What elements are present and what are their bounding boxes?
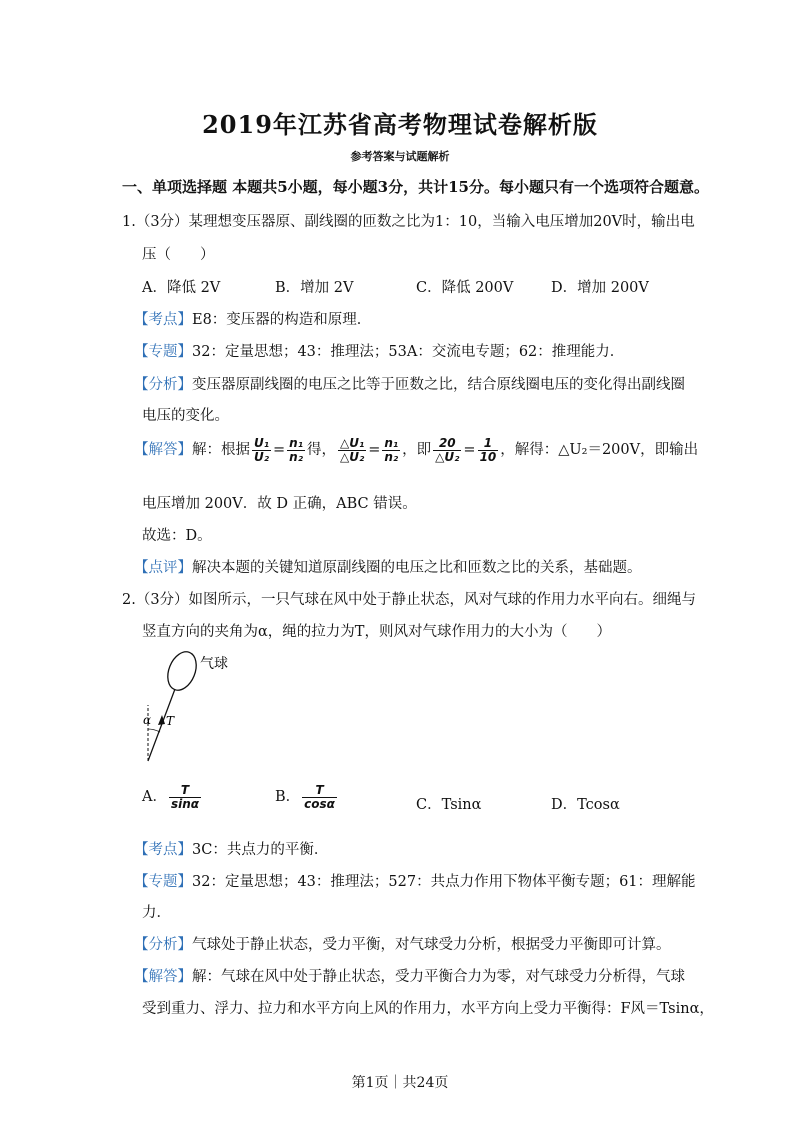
q1-frac-du-den: △U₂ [339, 449, 365, 464]
q1-option-b: B．增加 2V [275, 280, 354, 296]
q1-option-a: A．降低 2V [142, 280, 221, 296]
balloon-figure [138, 645, 248, 765]
balloon-label: 气球 [200, 656, 228, 672]
q1-jieda-line2: 电压增加 200V．故 D 正确，ABC 错误。 [142, 496, 417, 512]
q1-frac-n-num: n₁ [289, 436, 303, 450]
q1-jieda-post: ，解得：△U₂＝200V，即输出 [500, 442, 699, 459]
q2-kaodian [134, 838, 328, 859]
q1-zhuanti [134, 340, 624, 361]
q1-fenxi [134, 373, 685, 394]
q2-kaodian-text: 3C：共点力的平衡． [192, 842, 329, 858]
page-title: 2019年江苏省高考物理试卷解析版 [202, 110, 598, 139]
q2-jieda-text1: 解：气球在风中处于静止状态，受力平衡合力为零，对气球受力分析得，气球 [192, 969, 685, 985]
q2-option-b-prefix: B． [275, 789, 301, 806]
q1-jieda-de: 得， [306, 442, 336, 459]
q2-option-a-prefix: A． [142, 789, 167, 806]
q1-frac-110-den: 10 [479, 449, 497, 464]
q2-zhuanti-tag: 【专题】 [134, 874, 192, 890]
q2-zhuanti [134, 870, 696, 891]
q2-zhuanti-text2: 力． [142, 905, 171, 921]
q1-frac-20-num: 20 [433, 437, 461, 451]
q1-kaodian [134, 308, 371, 329]
q1-dianping-text: 解决本题的关键知道原副线圈的电压之比和匝数之比的关系，基础题。 [192, 560, 642, 576]
q2-fenxi-text: 气球处于静止状态，受力平衡，对气球受力分析，根据受力平衡即可计算。 [192, 937, 671, 953]
q1-frac-n2-num: n₁ [384, 436, 399, 450]
q1-jieda-ji: ，即 [402, 442, 432, 459]
q1-kaodian-text: E8：变压器的构造和原理． [192, 312, 372, 328]
q1-stem-line2: 压（ ） [142, 247, 215, 263]
q1-frac-110 [478, 437, 499, 463]
q2-kaodian-tag: 【考点】 [134, 842, 192, 858]
page-footer: 第1页｜共24页 [351, 1075, 449, 1091]
q1-fenxi-text1: 变压器原副线圈的电压之比等于匝数之比，结合原线圈电压的变化得出副线圈 [192, 377, 685, 393]
q1-frac-du-num: △U₁ [339, 436, 365, 450]
q1-frac-n2 [382, 437, 400, 463]
q2-stem-line2: 竖直方向的夹角为α，绳的拉力为T，则风对气球作用力的大小为（ ） [142, 624, 611, 640]
q1-dianping [134, 556, 642, 577]
q1-frac-u [252, 437, 271, 463]
q2-option-b-num: T [302, 784, 337, 798]
q1-option-c: C．降低 200V [416, 280, 514, 296]
q1-frac-20-den: △U₂ [435, 449, 460, 464]
q2-option-c: C．Tsinα [416, 797, 482, 813]
q1-answer: 故选：D。 [142, 528, 212, 544]
q1-fenxi-tag: 【分析】 [134, 377, 192, 393]
q2-option-b-den: cosα [304, 796, 335, 811]
q1-stem-line1: 1.（3分）某理想变压器原、副线圈的匝数之比为1：10，当输入电压增加20V时，输出电 [122, 214, 695, 230]
q2-option-a-frac [169, 784, 201, 810]
q2-option-a-num: T [169, 784, 201, 798]
q1-jieda: 【解答】解：根据 $\frac{\text{U₁}}{\text{U₂}}$ = $\frac{\text{n₁}}{\text{n₂}}$ 得， $\frac{\text{△U₁}}{\text{△U₂}}$ = $\frac{\text{n₁}}{\text{n₂}}$ ，即 $\frac{20}{\text{△U₂}}$ = $\frac{1}{10}$ ，解得：△U₂＝200V，即输出 [134, 436, 699, 464]
section-heading: 一、单项选择题 本题共5小题，每小题3分，共计15分。每小题只有一个选项符合题意。 [122, 178, 709, 196]
q1-frac-u-num: U₁ [254, 436, 269, 450]
q2-option-a-den: sinα [170, 796, 200, 811]
q1-frac-n2-den: n₂ [384, 449, 399, 464]
q2-option-a [142, 784, 203, 810]
q1-frac-110-num: 1 [478, 437, 499, 451]
alpha-label: α [143, 713, 152, 727]
q1-dianping-tag: 【点评】 [134, 560, 192, 576]
q1-frac-u-den: U₂ [254, 449, 269, 464]
q1-zhuanti-tag: 【专题】 [134, 344, 192, 360]
q2-jieda-text2: 受到重力、浮力、拉力和水平方向上风的作用力，水平方向上受力平衡得：F风＝Tsinα， [142, 1001, 714, 1017]
q1-frac-du [338, 437, 366, 463]
page-subtitle: 参考答案与试题解析 [350, 150, 450, 163]
angle-arc [148, 729, 160, 732]
q1-frac-n [287, 437, 305, 463]
q1-zhuanti-text: 32：定量思想；43：推理法；53A：交流电专题；62：推理能力． [192, 344, 625, 360]
q1-jieda-pre: 解：根据 [192, 442, 250, 459]
q1-fenxi-text2: 电压的变化。 [142, 408, 229, 424]
q2-stem-line1: 2.（3分）如图所示，一只气球在风中处于静止状态，风对气球的作用力水平向右。细绳与 [122, 592, 697, 608]
q1-frac-n-den: n₂ [289, 449, 303, 464]
q1-frac-20 [433, 437, 461, 463]
q2-option-d: D．Tcosα [551, 797, 620, 813]
q2-fenxi [134, 933, 671, 954]
q1-option-d: D．增加 200V [551, 280, 649, 296]
q2-jieda-tag: 【解答】 [134, 969, 192, 985]
q1-kaodian-tag: 【考点】 [134, 312, 192, 328]
q2-zhuanti-text1: 32：定量思想；43：推理法；527：共点力作用下物体平衡专题；61：理解能 [192, 874, 696, 890]
q2-option-b-frac [302, 784, 337, 810]
q2-jieda [134, 965, 685, 986]
tension-label: T [166, 714, 175, 728]
q2-option-b [275, 784, 339, 810]
q2-fenxi-tag: 【分析】 [134, 937, 192, 953]
q1-jieda-tag: 【解答】 [134, 442, 192, 459]
balloon-shape [162, 648, 201, 695]
